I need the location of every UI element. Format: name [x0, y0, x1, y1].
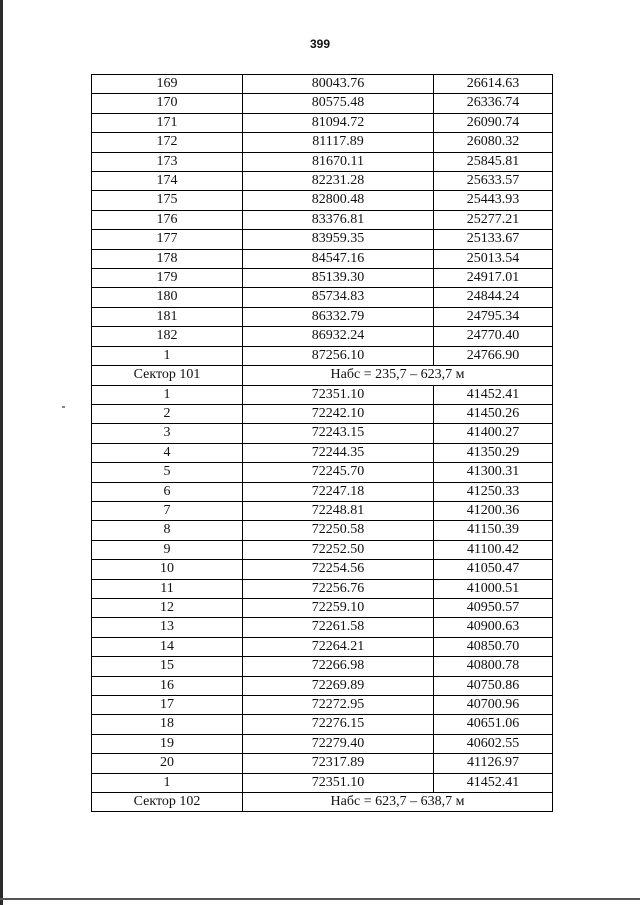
y-coordinate-cell: 41350.29: [434, 443, 553, 462]
page-number: 399: [309, 37, 331, 51]
y-coordinate-cell: 25443.93: [434, 191, 553, 210]
point-number-cell: 4: [92, 443, 243, 462]
y-coordinate-cell: 41300.31: [434, 463, 553, 482]
x-coordinate-cell: 84547.16: [243, 249, 434, 268]
point-number-cell: 7: [92, 501, 243, 520]
x-coordinate-cell: 72250.58: [243, 521, 434, 540]
x-coordinate-cell: 72245.70: [243, 463, 434, 482]
point-number-cell: 9: [92, 540, 243, 559]
table-row: [92, 230, 553, 249]
x-coordinate-cell: 72279.40: [243, 734, 434, 753]
y-coordinate-cell: 41450.26: [434, 404, 553, 423]
sector-name: Сектор 101: [92, 366, 243, 385]
y-coordinate-cell: 40602.55: [434, 734, 553, 753]
y-coordinate-cell: 26080.32: [434, 133, 553, 152]
point-number-cell: 19: [92, 734, 243, 753]
y-coordinate-cell: 40850.70: [434, 637, 553, 656]
x-coordinate-cell: 82231.28: [243, 172, 434, 191]
table-row: [92, 676, 553, 695]
x-coordinate-cell: 72351.10: [243, 385, 434, 404]
point-number-cell: 180: [92, 288, 243, 307]
y-coordinate-cell: 24770.40: [434, 327, 553, 346]
point-number-cell: 1: [92, 773, 243, 792]
y-coordinate-cell: 24795.34: [434, 307, 553, 326]
table-row: [92, 327, 553, 346]
y-coordinate-cell: 26614.63: [434, 75, 553, 94]
table-row: [92, 521, 553, 540]
x-coordinate-cell: 72266.98: [243, 657, 434, 676]
x-coordinate-cell: 72254.56: [243, 560, 434, 579]
x-coordinate-cell: 72256.76: [243, 579, 434, 598]
table-row: [92, 598, 553, 617]
x-coordinate-cell: 72351.10: [243, 773, 434, 792]
point-number-cell: 177: [92, 230, 243, 249]
sector-header-row: [92, 366, 553, 385]
point-number-cell: 172: [92, 133, 243, 152]
table-row: [92, 618, 553, 637]
point-number-cell: 20: [92, 754, 243, 773]
point-number-cell: 1: [92, 346, 243, 365]
table-row: [92, 346, 553, 365]
x-coordinate-cell: 86932.24: [243, 327, 434, 346]
point-number-cell: 1: [92, 385, 243, 404]
point-number-cell: 5: [92, 463, 243, 482]
x-coordinate-cell: 85139.30: [243, 269, 434, 288]
y-coordinate-cell: 40700.96: [434, 696, 553, 715]
table-row: [92, 540, 553, 559]
y-coordinate-cell: 41150.39: [434, 521, 553, 540]
x-coordinate-cell: 72276.15: [243, 715, 434, 734]
y-coordinate-cell: 41250.33: [434, 482, 553, 501]
x-coordinate-cell: 72317.89: [243, 754, 434, 773]
table-row: [92, 734, 553, 753]
x-coordinate-cell: 72242.10: [243, 404, 434, 423]
sector-header-row: [92, 793, 553, 812]
point-number-cell: 176: [92, 210, 243, 229]
y-coordinate-cell: 40750.86: [434, 676, 553, 695]
table-row: [92, 560, 553, 579]
y-coordinate-cell: 24766.90: [434, 346, 553, 365]
x-coordinate-cell: 72247.18: [243, 482, 434, 501]
table-row: [92, 482, 553, 501]
y-coordinate-cell: 25133.67: [434, 230, 553, 249]
y-coordinate-cell: 41200.36: [434, 501, 553, 520]
point-number-cell: 8: [92, 521, 243, 540]
point-number-cell: 13: [92, 618, 243, 637]
x-coordinate-cell: 72259.10: [243, 598, 434, 617]
table-row: [92, 657, 553, 676]
coordinates-table: [91, 74, 553, 812]
point-number-cell: 171: [92, 113, 243, 132]
point-number-cell: 181: [92, 307, 243, 326]
y-coordinate-cell: 41126.97: [434, 754, 553, 773]
table-row: [92, 404, 553, 423]
y-coordinate-cell: 40900.63: [434, 618, 553, 637]
point-number-cell: 14: [92, 637, 243, 656]
table-row: [92, 754, 553, 773]
x-coordinate-cell: 80043.76: [243, 75, 434, 94]
y-coordinate-cell: 40800.78: [434, 657, 553, 676]
x-coordinate-cell: 80575.48: [243, 94, 434, 113]
table-row: [92, 191, 553, 210]
scan-bottom-rule: [0, 898, 640, 900]
point-number-cell: 178: [92, 249, 243, 268]
y-coordinate-cell: 25013.54: [434, 249, 553, 268]
table-row: [92, 385, 553, 404]
point-number-cell: 169: [92, 75, 243, 94]
table-row: [92, 715, 553, 734]
point-number-cell: 15: [92, 657, 243, 676]
table-row: [92, 501, 553, 520]
point-number-cell: 179: [92, 269, 243, 288]
table-row: [92, 249, 553, 268]
y-coordinate-cell: 41000.51: [434, 579, 553, 598]
sector-name: Сектор 102: [92, 793, 243, 812]
point-number-cell: 3: [92, 424, 243, 443]
y-coordinate-cell: 41452.41: [434, 385, 553, 404]
point-number-cell: 18: [92, 715, 243, 734]
x-coordinate-cell: 72243.15: [243, 424, 434, 443]
table-row: [92, 637, 553, 656]
point-number-cell: 10: [92, 560, 243, 579]
table-row: [92, 696, 553, 715]
table-row: [92, 269, 553, 288]
x-coordinate-cell: 72248.81: [243, 501, 434, 520]
y-coordinate-cell: 24917.01: [434, 269, 553, 288]
sector-height-range: Набс = 235,7 – 623,7 м: [243, 366, 553, 385]
point-number-cell: 173: [92, 152, 243, 171]
point-number-cell: 16: [92, 676, 243, 695]
scan-speck: [62, 406, 65, 408]
x-coordinate-cell: 86332.79: [243, 307, 434, 326]
point-number-cell: 17: [92, 696, 243, 715]
point-number-cell: 174: [92, 172, 243, 191]
x-coordinate-cell: 72261.58: [243, 618, 434, 637]
sector-height-range: Набс = 623,7 – 638,7 м: [243, 793, 553, 812]
coordinates-table-body: [92, 75, 553, 812]
y-coordinate-cell: 41050.47: [434, 560, 553, 579]
x-coordinate-cell: 87256.10: [243, 346, 434, 365]
point-number-cell: 170: [92, 94, 243, 113]
x-coordinate-cell: 85734.83: [243, 288, 434, 307]
x-coordinate-cell: 72272.95: [243, 696, 434, 715]
scan-left-edge: [0, 0, 3, 905]
y-coordinate-cell: 26090.74: [434, 113, 553, 132]
table-row: [92, 172, 553, 191]
y-coordinate-cell: 41400.27: [434, 424, 553, 443]
x-coordinate-cell: 81094.72: [243, 113, 434, 132]
table-row: [92, 307, 553, 326]
x-coordinate-cell: 72252.50: [243, 540, 434, 559]
table-row: [92, 94, 553, 113]
point-number-cell: 175: [92, 191, 243, 210]
x-coordinate-cell: 83959.35: [243, 230, 434, 249]
table-row: [92, 113, 553, 132]
y-coordinate-cell: 25277.21: [434, 210, 553, 229]
point-number-cell: 182: [92, 327, 243, 346]
y-coordinate-cell: 25845.81: [434, 152, 553, 171]
point-number-cell: 12: [92, 598, 243, 617]
y-coordinate-cell: 25633.57: [434, 172, 553, 191]
y-coordinate-cell: 40950.57: [434, 598, 553, 617]
table-row: [92, 133, 553, 152]
table-row: [92, 443, 553, 462]
table-row: [92, 463, 553, 482]
point-number-cell: 6: [92, 482, 243, 501]
table-row: [92, 75, 553, 94]
x-coordinate-cell: 83376.81: [243, 210, 434, 229]
table-row: [92, 579, 553, 598]
y-coordinate-cell: 40651.06: [434, 715, 553, 734]
x-coordinate-cell: 81117.89: [243, 133, 434, 152]
table-row: [92, 210, 553, 229]
x-coordinate-cell: 72264.21: [243, 637, 434, 656]
table-row: [92, 424, 553, 443]
x-coordinate-cell: 72269.89: [243, 676, 434, 695]
point-number-cell: 11: [92, 579, 243, 598]
y-coordinate-cell: 24844.24: [434, 288, 553, 307]
x-coordinate-cell: 81670.11: [243, 152, 434, 171]
y-coordinate-cell: 26336.74: [434, 94, 553, 113]
point-number-cell: 2: [92, 404, 243, 423]
table-row: [92, 288, 553, 307]
y-coordinate-cell: 41100.42: [434, 540, 553, 559]
y-coordinate-cell: 41452.41: [434, 773, 553, 792]
x-coordinate-cell: 82800.48: [243, 191, 434, 210]
table-row: [92, 773, 553, 792]
x-coordinate-cell: 72244.35: [243, 443, 434, 462]
table-row: [92, 152, 553, 171]
